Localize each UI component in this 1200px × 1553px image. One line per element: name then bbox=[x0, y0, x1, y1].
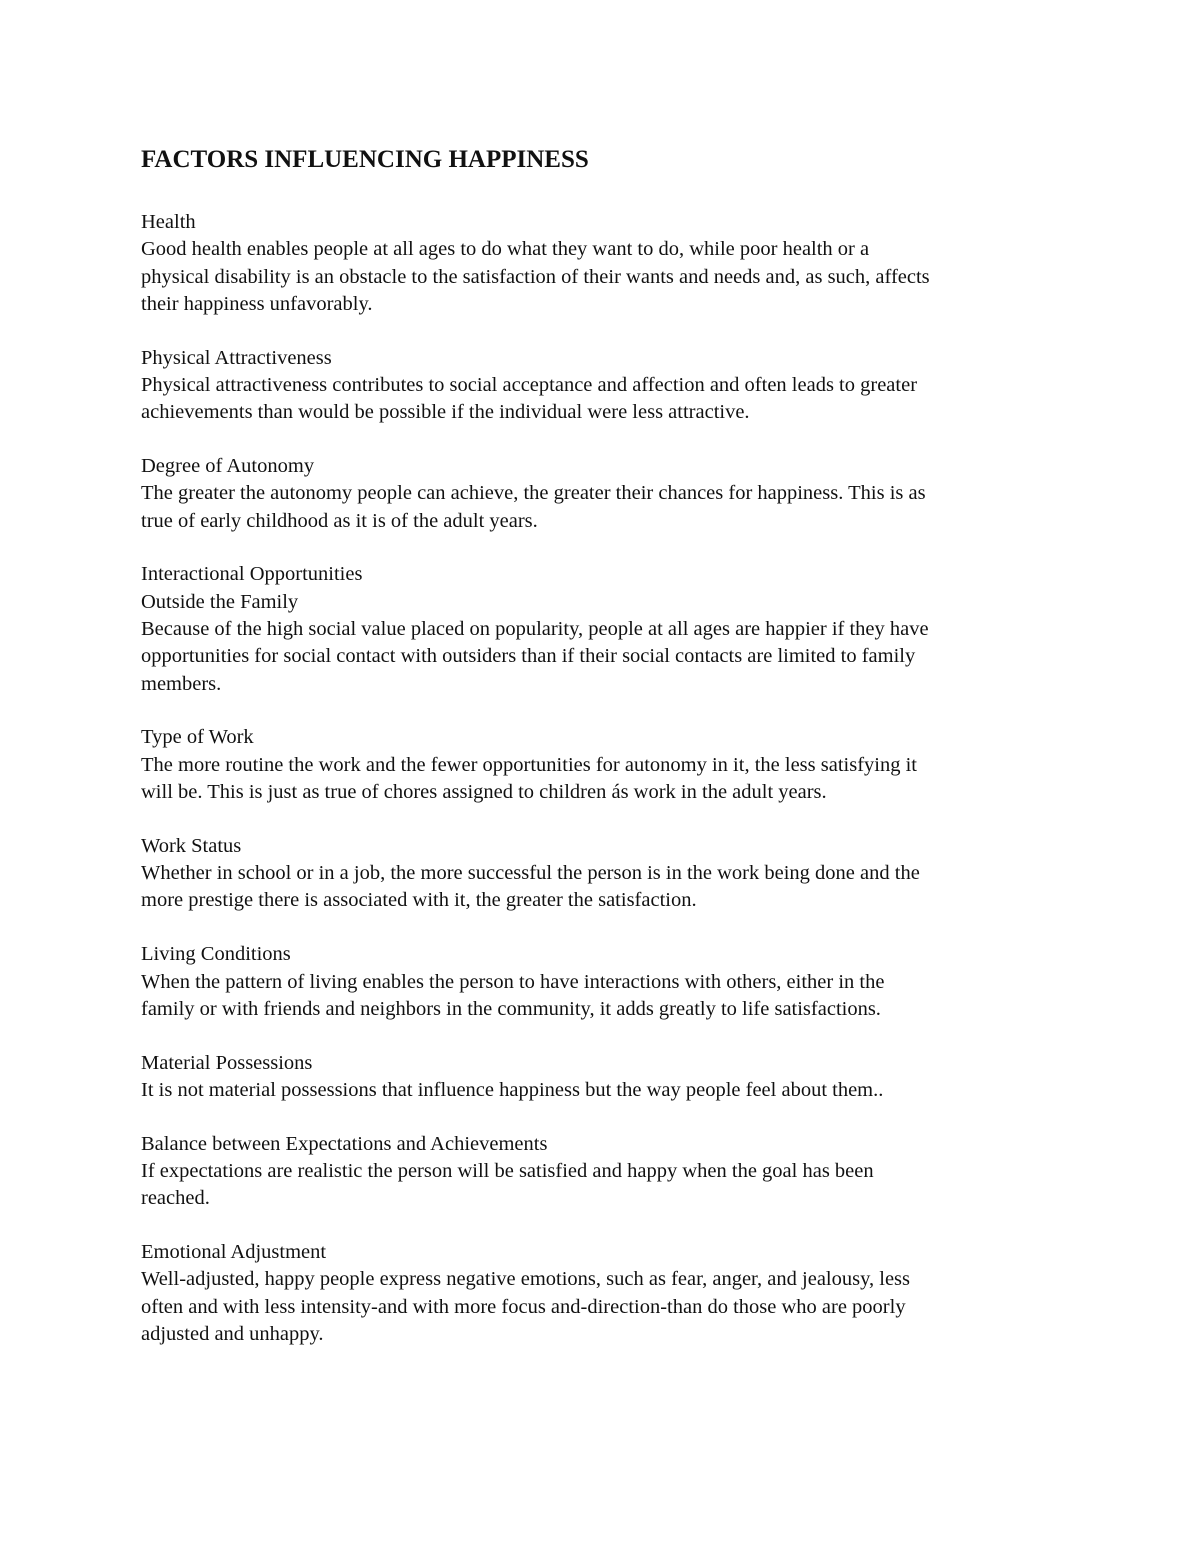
section-heading: Balance between Expectations and Achievements bbox=[141, 1132, 548, 1155]
section-text-line: will be. This is just as true of chores assigned to children ás work in the adult years. bbox=[141, 781, 827, 804]
section-text-line: Whether in school or in a job, the more successful the person is in the work being done and the bbox=[141, 862, 920, 885]
section-text-line: Because of the high social value placed on popularity, people at all ages are happier if they have bbox=[141, 618, 929, 641]
section-heading: Work Status bbox=[141, 834, 242, 857]
section-heading: Degree of Autonomy bbox=[141, 455, 315, 478]
section-text-line: The greater the autonomy people can achieve, the greater their chances for happiness. This is as bbox=[141, 482, 926, 505]
section-text-line: It is not material possessions that influence happiness but the way people feel about them.. bbox=[141, 1078, 884, 1101]
factor-section bbox=[141, 1131, 930, 1213]
section-heading: Health bbox=[141, 211, 196, 233]
section-heading: Type of Work bbox=[141, 726, 254, 749]
document-title: FACTORS INFLUENCING HAPPINESS bbox=[141, 146, 589, 173]
factor-section bbox=[141, 345, 930, 427]
section-text-line: more prestige there is associated with it, the greater the satisfaction. bbox=[141, 889, 697, 912]
section-text-line: Well-adjusted, happy people express negative emotions, such as fear, anger, and jealousy, less bbox=[141, 1268, 911, 1291]
section-text-line: achievements than would be possible if the individual were less attractive. bbox=[141, 401, 750, 424]
section-text-line: reached. bbox=[141, 1187, 210, 1210]
factor-section bbox=[141, 941, 930, 1023]
section-text-line: Physical attractiveness contributes to social acceptance and affection and often leads to greater bbox=[141, 373, 918, 396]
section-text-line: adjusted and unhappy. bbox=[141, 1323, 324, 1345]
section-text-line: Outside the Family bbox=[141, 590, 299, 613]
section-heading: Living Conditions bbox=[141, 943, 291, 966]
section-heading: Interactional Opportunities bbox=[141, 563, 363, 586]
sections-container bbox=[141, 209, 930, 1348]
factor-section bbox=[141, 453, 930, 535]
section-heading: Material Possessions bbox=[141, 1051, 313, 1074]
section-text-line: often and with less intensity-and with more focus and-direction-than do those who are poorly bbox=[141, 1295, 906, 1318]
factor-section bbox=[141, 1239, 930, 1348]
section-text-line: members. bbox=[141, 672, 222, 695]
section-text-line: physical disability is an obstacle to the satisfaction of their wants and needs and, as such, affects bbox=[141, 265, 930, 288]
section-text-line: family or with friends and neighbors in the community, it adds greatly to life satisfactions. bbox=[141, 997, 881, 1020]
section-text-line: Good health enables people at all ages to do what they want to do, while poor health or a bbox=[141, 238, 870, 261]
section-heading: Emotional Adjustment bbox=[141, 1241, 327, 1264]
section-text-line: When the pattern of living enables the person to have interactions with others, either in the bbox=[141, 970, 885, 993]
factor-section bbox=[141, 724, 930, 806]
factor-section bbox=[141, 1050, 930, 1105]
factor-section bbox=[141, 561, 930, 697]
document-page bbox=[141, 143, 930, 1375]
section-text-line: true of early childhood as it is of the adult years. bbox=[141, 509, 538, 532]
section-text-line: The more routine the work and the fewer opportunities for autonomy in it, the less satisfying it bbox=[141, 753, 917, 776]
factor-section bbox=[141, 209, 930, 318]
factor-section bbox=[141, 833, 930, 915]
section-text-line: If expectations are realistic the person will be satisfied and happy when the goal has been bbox=[141, 1160, 874, 1183]
section-text-line: their happiness unfavorably. bbox=[141, 292, 373, 315]
section-text-line: opportunities for social contact with outsiders than if their social contacts are limited to family bbox=[141, 645, 916, 668]
section-heading: Physical Attractiveness bbox=[141, 346, 332, 369]
